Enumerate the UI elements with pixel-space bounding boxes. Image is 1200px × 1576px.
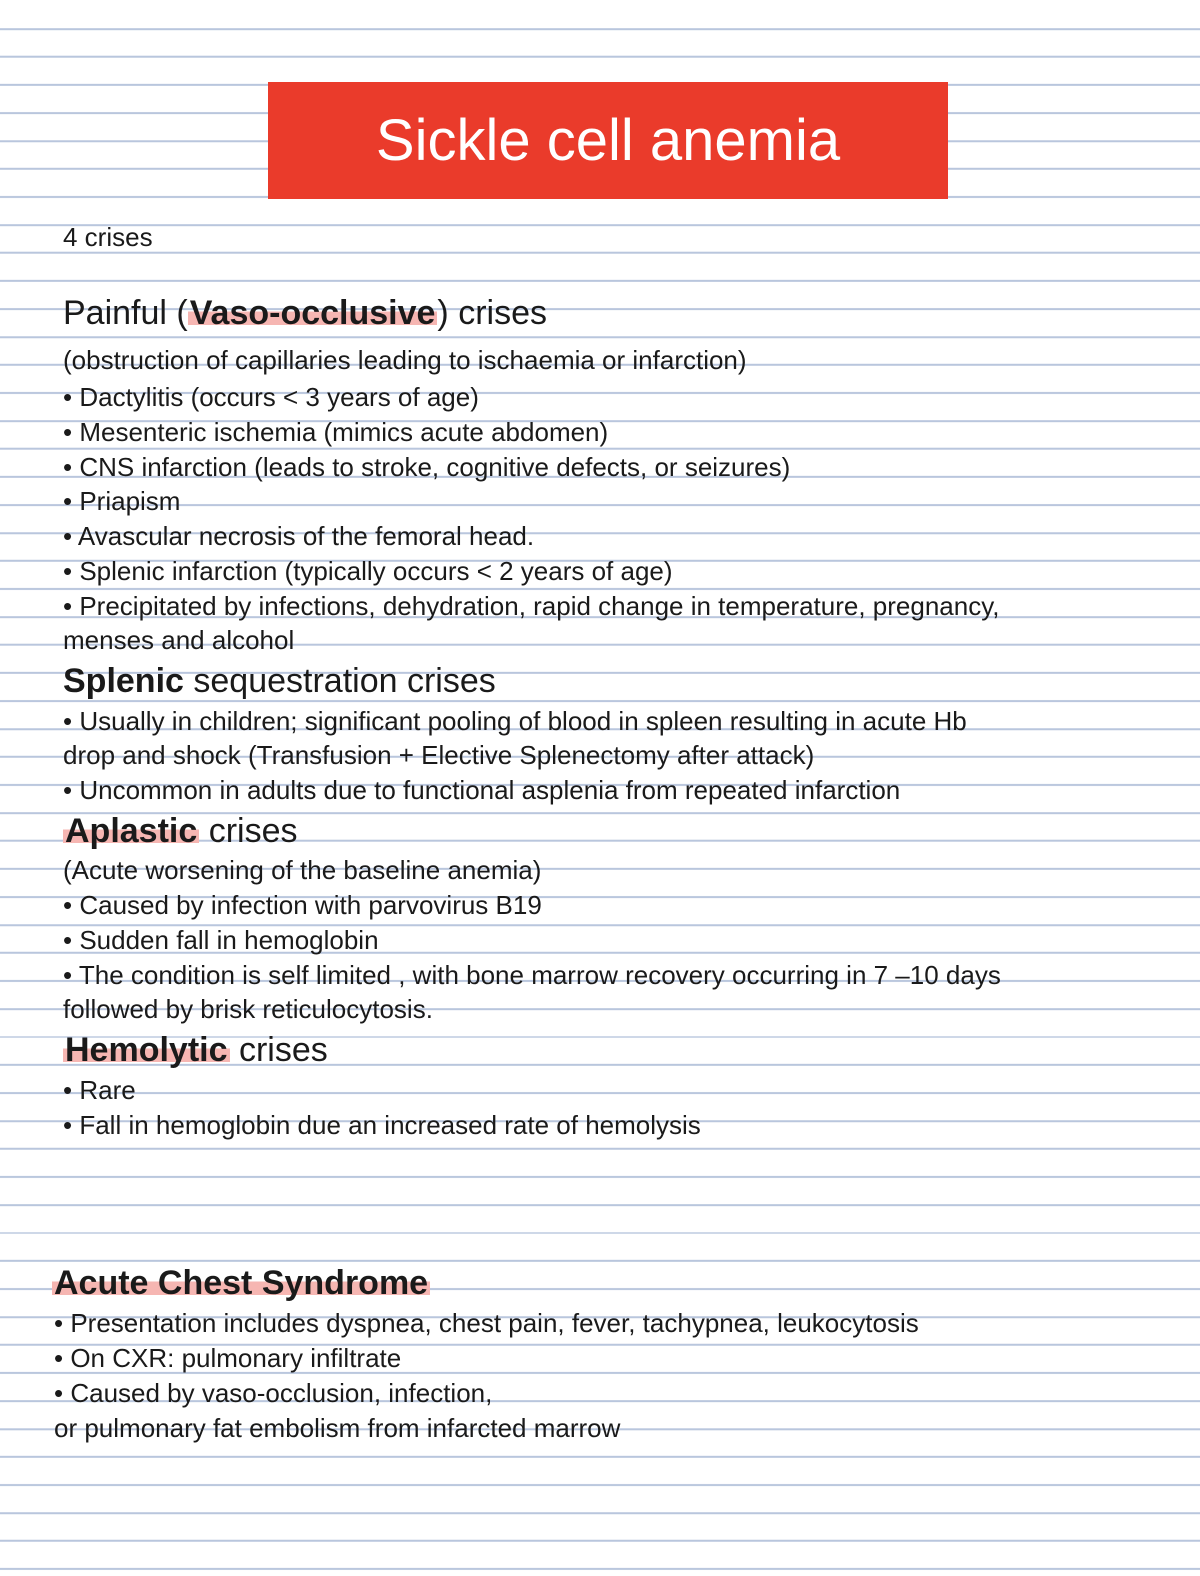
- list-item: • CNS infarction (leads to stroke, cognitive defects, or seizures): [63, 452, 791, 482]
- title-banner: [268, 82, 948, 199]
- list-item: • Precipitated by infections, dehydration, rapid change in temperature, pregnancy,: [63, 591, 1000, 621]
- highlight-acute-chest-syndrome: Acute Chest Syndrome: [54, 1264, 429, 1302]
- heading-acute-chest-syndrome: [52, 1264, 430, 1302]
- list-item: • Avascular necrosis of the femoral head.: [63, 521, 535, 551]
- list-item: drop and shock (Transfusion + Elective Splenectomy after attack): [63, 740, 815, 770]
- list-item: • Fall in hemoglobin due an increased rate of hemolysis: [63, 1110, 701, 1140]
- list-item: • Caused by infection with parvovirus B19: [63, 890, 542, 920]
- heading-suffix: sequestration crises: [183, 662, 496, 700]
- list-item: • Priapism: [63, 486, 181, 516]
- heading-painful-crises: [63, 294, 547, 332]
- heading-suffix: ) crises: [437, 294, 547, 332]
- painful-description: (obstruction of capillaries leading to ischaemia or infarction): [63, 345, 747, 375]
- heading-suffix: crises: [229, 1031, 328, 1069]
- list-item: • Usually in children; significant pooling of blood in spleen resulting in acute Hb: [63, 706, 967, 736]
- list-item: followed by brisk reticulocytosis.: [63, 994, 433, 1024]
- intro-text: 4 crises: [63, 222, 153, 252]
- splenic-keyword: Splenic: [63, 662, 184, 700]
- heading-suffix: crises: [199, 812, 298, 850]
- list-item: • Splenic infarction (typically occurs < 2 years of age): [63, 556, 673, 586]
- list-item: • Sudden fall in hemoglobin: [63, 925, 379, 955]
- list-item: • Dactylitis (occurs < 3 years of age): [63, 382, 479, 412]
- list-item: menses and alcohol: [63, 625, 295, 655]
- list-item: or pulmonary fat embolism from infarcted marrow: [54, 1413, 621, 1443]
- highlight-vaso-occlusive: Vaso-occlusive: [189, 294, 436, 332]
- page-title: Sickle cell anemia: [375, 107, 841, 173]
- list-item: • Presentation includes dyspnea, chest pain, fever, tachypnea, leukocytosis: [54, 1308, 919, 1338]
- list-item: • The condition is self limited , with bone marrow recovery occurring in 7 –10 days: [63, 960, 1001, 990]
- heading-prefix: Painful (: [63, 294, 188, 332]
- highlight-hemolytic: Hemolytic: [65, 1031, 228, 1069]
- list-item: • Rare: [63, 1075, 136, 1105]
- list-item: (Acute worsening of the baseline anemia): [63, 855, 542, 885]
- list-item: • Caused by vaso-occlusion, infection,: [54, 1378, 493, 1408]
- heading-splenic-crises: [63, 662, 496, 700]
- list-item: • Mesenteric ischemia (mimics acute abdomen): [63, 417, 609, 447]
- highlight-aplastic: Aplastic: [65, 812, 198, 850]
- heading-aplastic-crises: [63, 812, 298, 850]
- list-item: • On CXR: pulmonary infiltrate: [54, 1343, 402, 1373]
- list-item: • Uncommon in adults due to functional asplenia from repeated infarction: [63, 775, 901, 805]
- heading-hemolytic-crises: [63, 1031, 328, 1069]
